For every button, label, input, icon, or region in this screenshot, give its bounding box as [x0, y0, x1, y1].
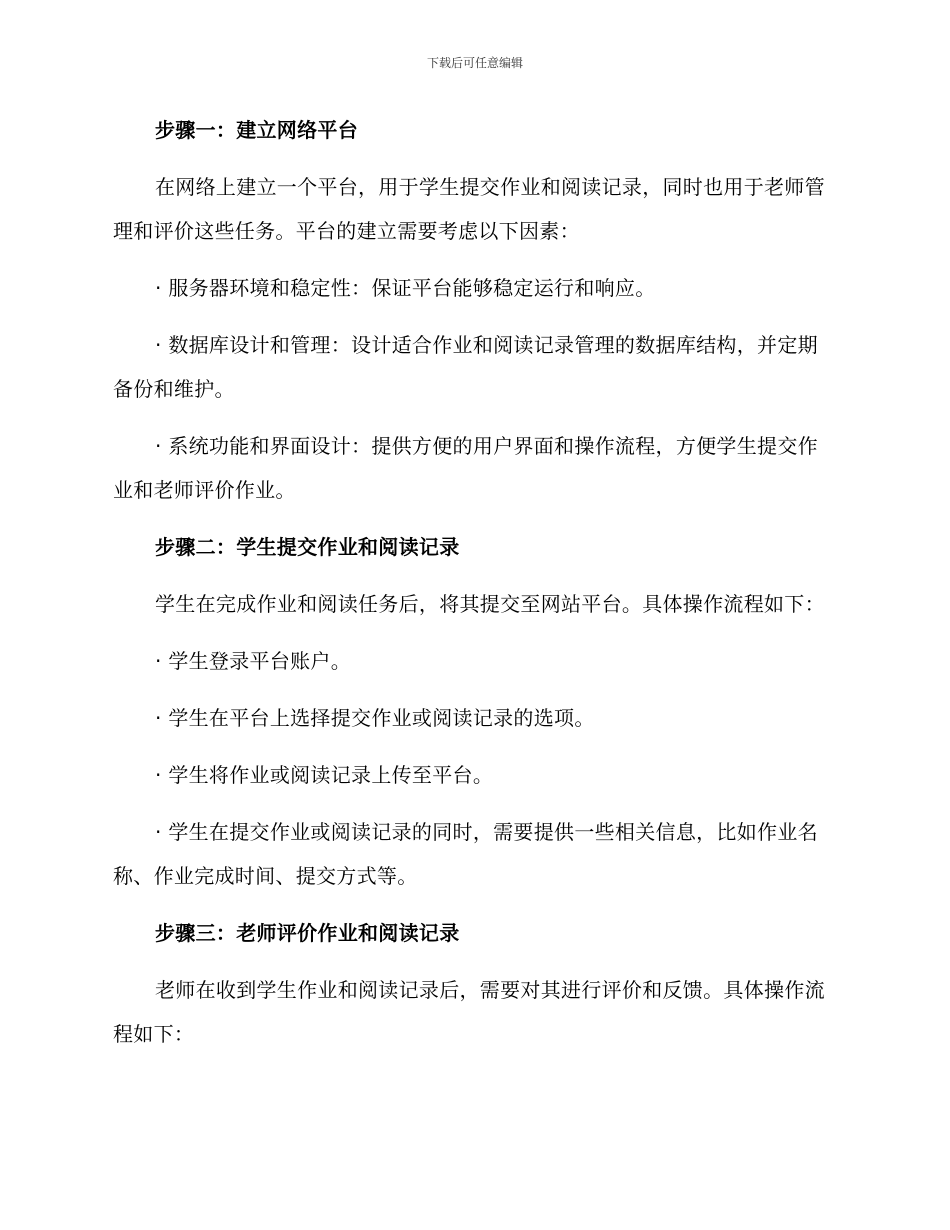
- bullet-student-login: · 学生登录平台账户。: [155, 649, 352, 673]
- paragraph-teacher-review-intro: 老师在收到学生作业和阅读记录后，需要对其进行评价和反馈。具体操作流程如下：: [113, 978, 825, 1046]
- bullet-provide-info: · 学生在提交作业或阅读记录的同时，需要提供一些相关信息，比如作业名称、作业完成时间、提交方式等。: [113, 820, 818, 888]
- bullet-upload: · 学生将作业或阅读记录上传至平台。: [155, 763, 494, 787]
- bullet-select-option: · 学生在平台上选择提交作业或阅读记录的选项。: [155, 706, 595, 730]
- paragraph-student-submit-intro: 学生在完成作业和阅读任务后，将其提交至网站平台。具体操作流程如下：: [155, 592, 825, 616]
- section-heading-step-2: 步骤二：学生提交作业和阅读记录: [155, 535, 460, 559]
- page-header: 下载后可任意编辑: [426, 56, 523, 70]
- document-body: [113, 108, 833, 1069]
- bullet-server-environment: · 服务器环境和稳定性：保证平台能够稳定运行和响应。: [155, 276, 656, 300]
- bullet-system-ui-design: · 系统功能和界面设计：提供方便的用户界面和操作流程，方便学生提交作业和老师评价作业。: [113, 434, 818, 502]
- paragraph-platform-intro: 在网络上建立一个平台，用于学生提交作业和阅读记录，同时也用于老师管理和评价这些任务。平台的建立需要考虑以下因素：: [113, 175, 825, 243]
- section-heading-step-1: 步骤一：建立网络平台: [155, 118, 358, 142]
- section-heading-step-3: 步骤三：老师评价作业和阅读记录: [155, 921, 460, 945]
- bullet-database-design: · 数据库设计和管理：设计适合作业和阅读记录管理的数据库结构，并定期备份和维护。: [113, 333, 818, 401]
